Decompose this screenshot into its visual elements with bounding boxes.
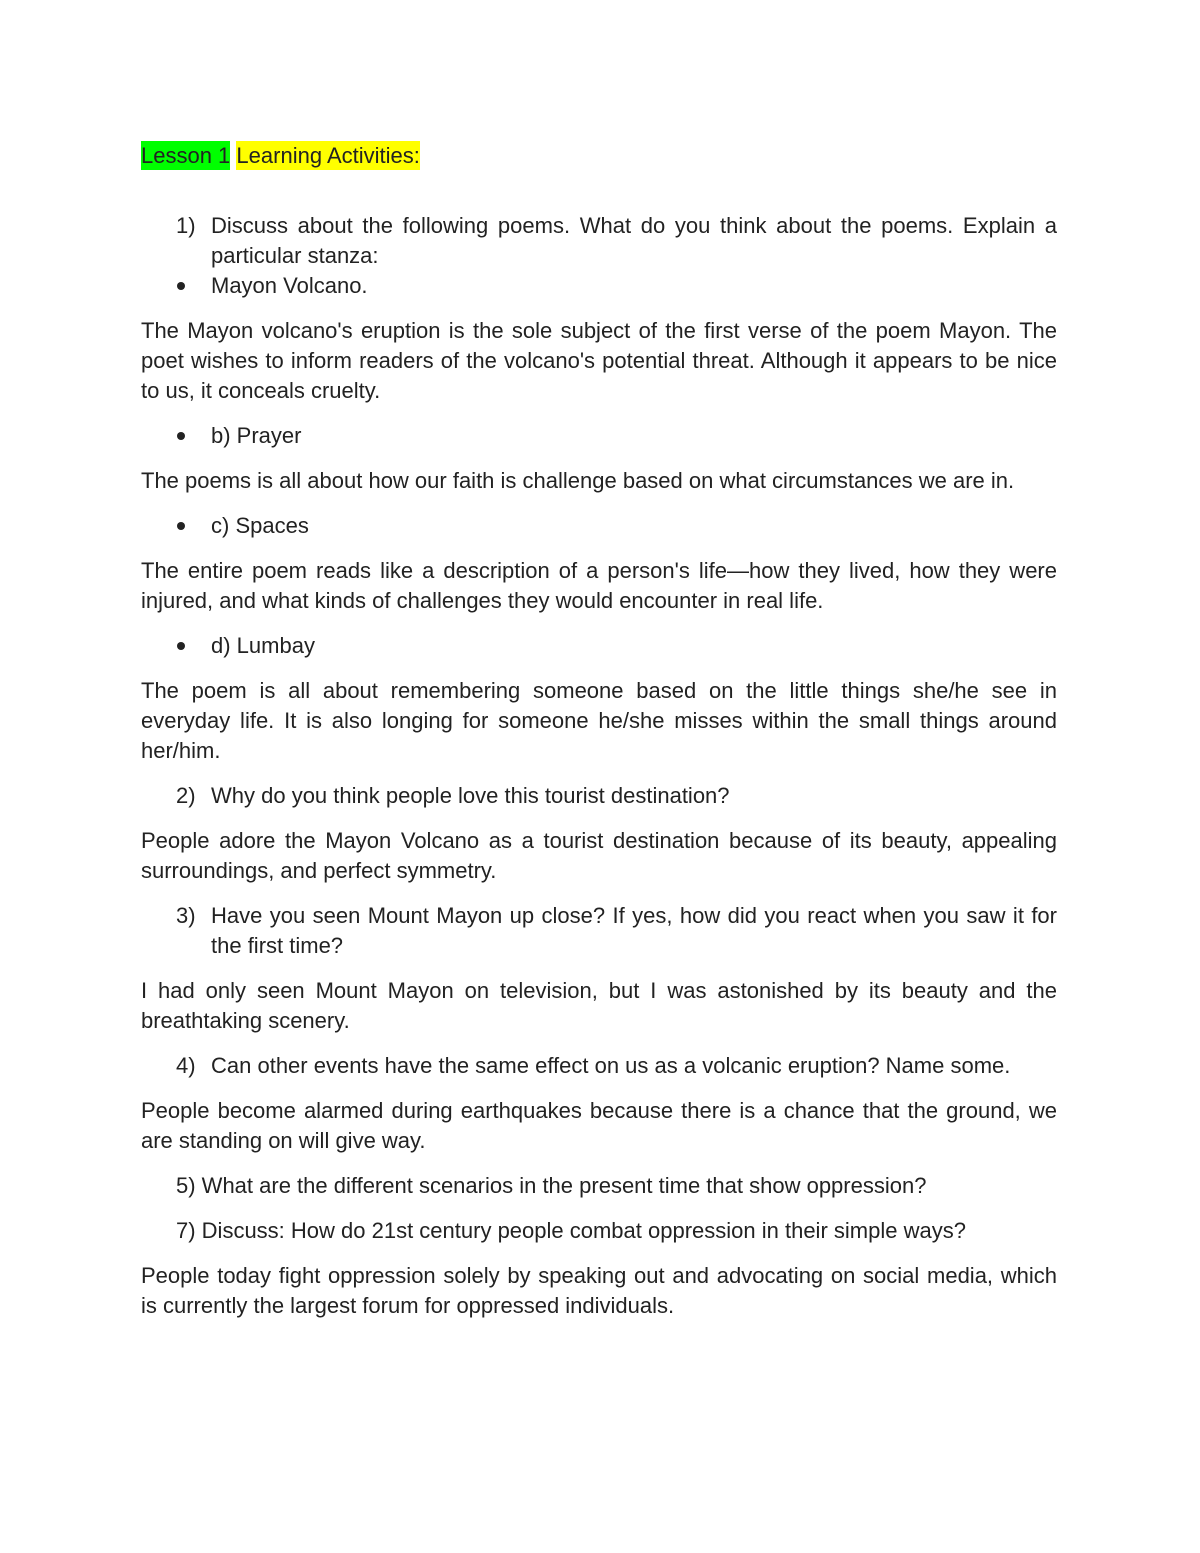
- bullet-icon: [177, 432, 185, 440]
- question-7: 7) Discuss: How do 21st century people combat oppression in their simple ways?: [176, 1218, 966, 1243]
- answer-4: People become alarmed during earthquakes because there is a chance that the ground, we are standing on will give way.: [141, 1098, 1057, 1153]
- poem-label: d) Lumbay: [211, 633, 315, 658]
- poem-item-prayer: [141, 421, 1057, 451]
- answer-7: People today fight oppression solely by speaking out and advocating on social media, which is currently the largest forum for oppressed individuals.: [141, 1263, 1057, 1318]
- answer-2: People adore the Mayon Volcano as a tourist destination because of its beauty, appealing surroundings, and perfect symmetry.: [141, 828, 1057, 883]
- question-2-number: 2): [176, 783, 196, 808]
- question-3-text: Have you seen Mount Mayon up close? If yes, how did you react when you saw it for the first time?: [211, 903, 1057, 958]
- question-3-number: 3): [176, 903, 196, 928]
- question-1: [141, 211, 1057, 271]
- question-1-text: Discuss about the following poems. What do you think about the poems. Explain a particular stanza:: [211, 213, 1057, 268]
- poem-label: b) Prayer: [211, 423, 302, 448]
- question-4-text: Can other events have the same effect on us as a volcanic eruption? Name some.: [211, 1053, 1011, 1078]
- poem-answer: The entire poem reads like a description of a person's life—how they lived, how they were injured, and what kinds of challenges they would encounter in real life.: [141, 558, 1057, 613]
- lesson-label: Lesson 1: [141, 143, 231, 168]
- question-4: [141, 1051, 1057, 1081]
- question-5: 5) What are the different scenarios in the present time that show oppression?: [176, 1173, 927, 1198]
- answer-3: I had only seen Mount Mayon on television, but I was astonished by its beauty and the breathtaking scenery.: [141, 978, 1057, 1033]
- question-3: [141, 901, 1057, 961]
- bullet-icon: [177, 522, 185, 530]
- question-4-number: 4): [176, 1053, 196, 1078]
- document-body: [141, 141, 1057, 1336]
- poem-item-spaces: [141, 511, 1057, 541]
- bullet-icon: [177, 642, 185, 650]
- poem-answer: The Mayon volcano's eruption is the sole subject of the first verse of the poem Mayon. The poet wishes to inform readers of the volcano's potential threat. Although it appears to be nice to us, it conceals cruelty.: [141, 318, 1057, 403]
- poem-item-mayon: [141, 271, 1057, 301]
- question-2-text: Why do you think people love this tourist destination?: [211, 783, 730, 808]
- activities-label: Learning Activities:: [236, 143, 420, 168]
- poem-answer: The poem is all about remembering someone based on the little things she/he see in everyday life. It is also longing for someone he/she misses within the small things around her/him.: [141, 678, 1057, 763]
- question-1-number: 1): [176, 213, 196, 238]
- poem-answer: The poems is all about how our faith is challenge based on what circumstances we are in.: [141, 468, 1015, 493]
- poem-item-lumbay: [141, 631, 1057, 661]
- poem-label: c) Spaces: [211, 513, 309, 538]
- question-2: [141, 781, 1057, 811]
- bullet-icon: [177, 282, 185, 290]
- lesson-title: [141, 141, 1057, 171]
- poem-label: Mayon Volcano.: [211, 273, 368, 298]
